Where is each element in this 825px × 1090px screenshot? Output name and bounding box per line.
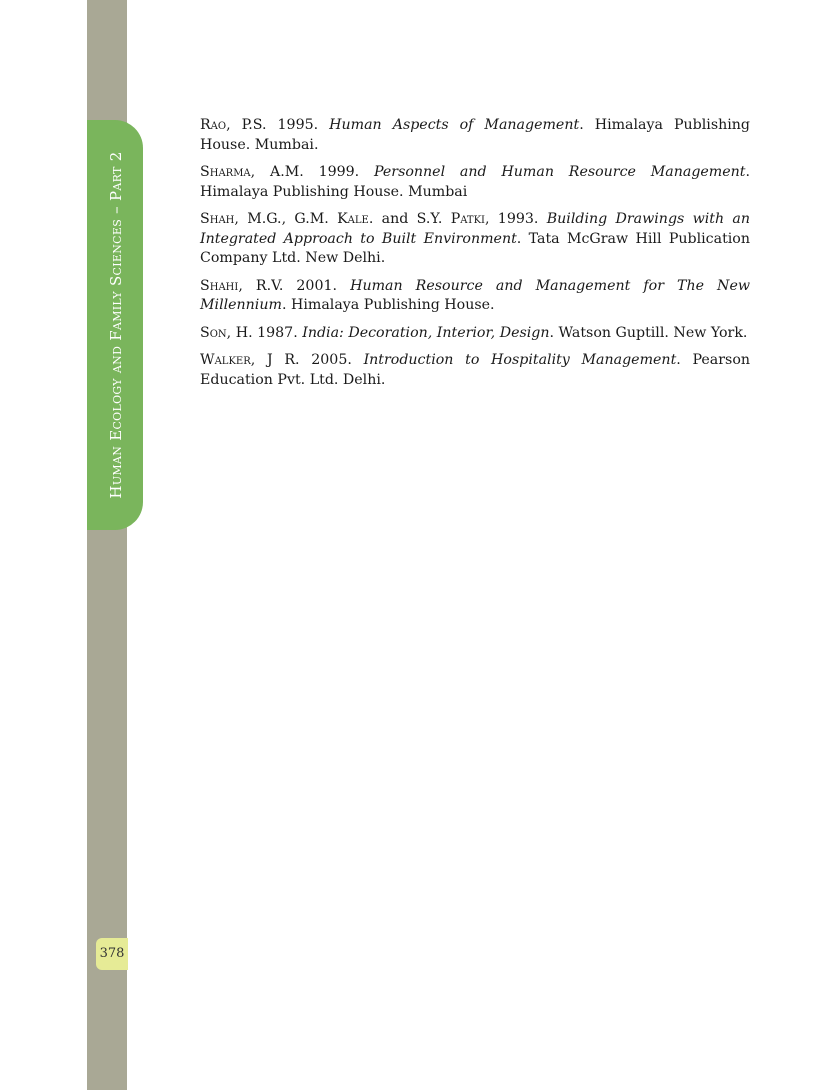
- reference-coauthor: Kale: [337, 211, 369, 227]
- reference-author: Rao: [200, 117, 227, 133]
- reference-details: , J R. 2005.: [250, 352, 364, 368]
- reference-title: Introduction to Hospitality Management: [363, 352, 677, 368]
- reference-details: , M.G., G.M.: [234, 211, 338, 227]
- reference-item: [200, 163, 750, 202]
- reference-item: [200, 277, 750, 316]
- reference-details: , 1993.: [485, 211, 547, 227]
- reference-list: [200, 116, 750, 398]
- reference-details: , A.M. 1999.: [250, 164, 374, 180]
- reference-publisher: . Himalaya Publishing House.: [281, 297, 495, 313]
- reference-author: Shahi: [200, 277, 239, 294]
- reference-publisher: . Himalaya Publishing House. Mumbai: [200, 164, 750, 200]
- reference-coauthor: Patki: [450, 211, 485, 227]
- reference-details: , H. 1987.: [226, 324, 303, 341]
- reference-publisher: . Watson Guptill. New York.: [549, 324, 748, 341]
- reference-author: Walker: [200, 352, 251, 368]
- reference-details: , P.S. 1995.: [226, 117, 330, 133]
- reference-item: [200, 116, 750, 155]
- chapter-tab-label: Human Ecology and Family Sciences – Part 2: [107, 151, 125, 499]
- reference-title: Building Drawings with an Integrated Approach to Built Environment: [200, 211, 751, 247]
- reference-author: Sharma: [200, 164, 251, 180]
- reference-title: India: Decoration, Interior, Design: [302, 324, 550, 341]
- reference-publisher: . Tata McGraw Hill Publication Company Ltd. New Delhi.: [200, 230, 750, 266]
- reference-title: Human Resource and Management for The New Millennium: [200, 277, 751, 313]
- reference-details: . and S.Y.: [368, 211, 451, 227]
- reference-title: Personnel and Human Resource Management: [374, 164, 746, 180]
- reference-item: [200, 210, 750, 269]
- reference-item: [200, 351, 750, 390]
- reference-item: [200, 324, 750, 344]
- reference-publisher: . Himalaya Publishing House. Mumbai.: [200, 117, 751, 153]
- reference-title: Human Aspects of Management: [329, 117, 580, 133]
- reference-publisher: . Pearson Education Pvt. Ltd. Delhi.: [200, 352, 750, 388]
- reference-details: , R.V. 2001.: [238, 277, 351, 294]
- reference-author: Shah: [200, 211, 235, 227]
- reference-author: Son: [200, 324, 227, 341]
- page-number: 378: [99, 946, 125, 961]
